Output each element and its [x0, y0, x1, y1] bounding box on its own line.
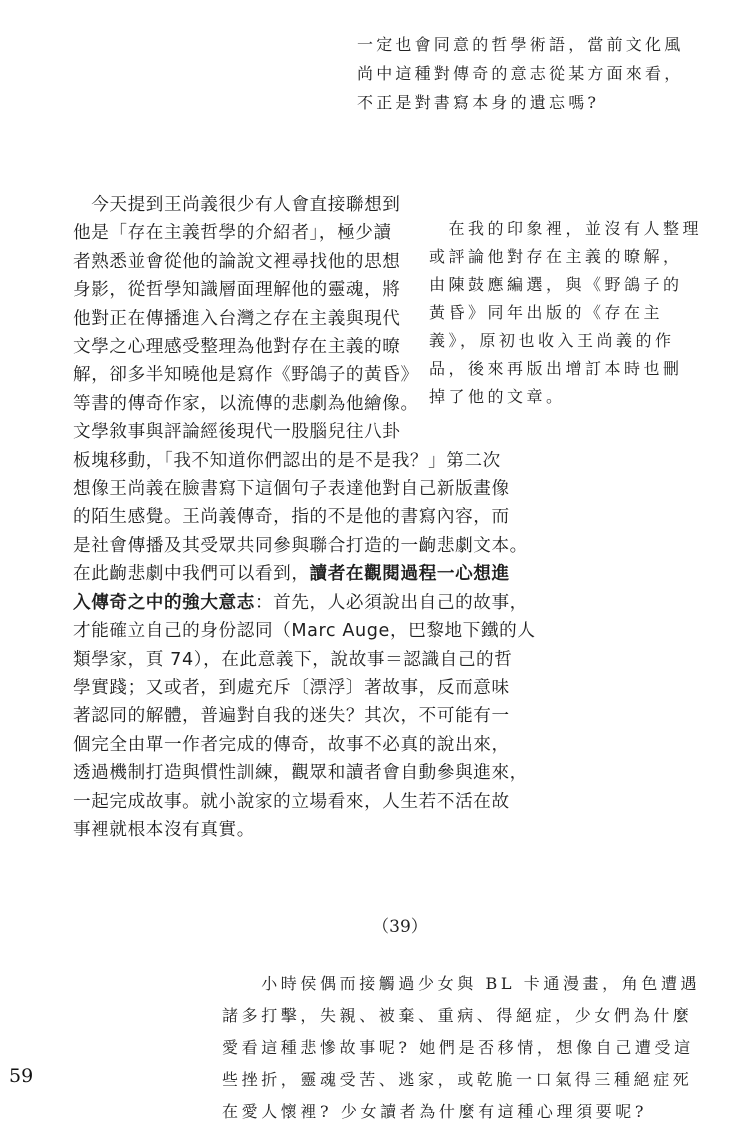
plain-text: ：首先，人必須說出自己的故事，	[254, 592, 528, 613]
bottom-text-block	[222, 968, 700, 1128]
emphasis-text: 讀者在觀閱過程一心想進	[309, 564, 510, 585]
text-line: 在愛人懷裡? 少女讀者為什麼有這種心理須要呢?	[222, 1102, 648, 1121]
section-number: （39）	[372, 917, 428, 937]
text-line: 掉了他的文章。	[429, 387, 566, 406]
text-line: 在我的印象裡，並沒有人整理	[429, 219, 703, 238]
text-line: 學實踐；又或者，到處充斥〔漂浮〕著故事，反而意味	[73, 677, 510, 698]
text-line: 一定也會同意的哲學術語，當前文化風	[357, 35, 684, 54]
page-number: 59	[9, 1065, 34, 1087]
text-line	[73, 560, 536, 588]
text-line: 板塊移動，「我不知道你們認出的是不是我？」第二次	[73, 450, 501, 471]
text-line: 文學敘事與評論經後現代一股腦兒往八卦	[73, 422, 401, 443]
text-line: 黃昏》同年出版的《存在主	[429, 303, 664, 322]
text-line: 身影，從哲學知識層面理解他的靈魂，將	[73, 280, 401, 301]
text-line: 者熟悉並會從他的論說文裡尋找他的思想	[73, 251, 401, 272]
text-line: 文學之心理感受整理為他對存在主義的暸	[73, 337, 401, 358]
emphasis-text: 入傳奇之中的強大意志	[73, 592, 255, 613]
text-line: 是社會傳播及其受眾共同參與聯合打造的一齣悲劇文本。	[73, 535, 528, 556]
text-line: 才能確立自己的身份認同（Marc Auge，巴黎地下鐵的人	[73, 621, 536, 642]
text-line: 著認同的解體，普遍對自我的迷失？其次，不可能有一	[73, 706, 510, 727]
text-line: 他對正在傳播進入台灣之存在主義與現代	[73, 308, 401, 329]
text-line: 他是「存在主義哲學的介紹者」，極少讀	[73, 223, 392, 244]
text-line: 個完全由單一作者完成的傳奇，故事不必真的說出來，	[73, 734, 510, 755]
text-line	[73, 589, 536, 617]
text-line: 事裡就根本沒有真實。	[73, 819, 255, 840]
text-line: 些挫折，靈魂受苦、逃家，或乾脆一口氣得三種絕症死	[222, 1070, 693, 1089]
text-line: 類學家，頁 74），在此意義下，說故事＝認識自己的哲	[73, 649, 513, 670]
text-line: 義》，原初也收入王尚義的作	[429, 331, 675, 350]
text-line: 諸多打擊，失親、被棄、重病、得絕症，少女們為什麼	[222, 1006, 693, 1025]
text-line: 等書的傳奇作家，以流傳的悲劇為他繪像。	[73, 393, 419, 414]
text-line: 或評論他對存在主義的暸解，	[429, 247, 683, 266]
text-line: 一起完成故事。就小說家的立場看來，人生若不活在故	[73, 791, 510, 812]
side-note-block	[429, 215, 719, 411]
text-line: 愛看這種悲慘故事呢? 她們是否移情，想像自己遭受這	[222, 1038, 694, 1057]
text-line: 不正是對書寫本身的遺忘嗎?	[357, 93, 600, 112]
text-line: 品，後來再版出增訂本時也刪	[429, 359, 683, 378]
plain-text: 在此齣悲劇中我們可以看到，	[73, 564, 310, 585]
text-line: 今天提到王尚義很少有人會直接聯想到	[73, 195, 401, 215]
text-line: 透過機制打造與慣性訓練，觀眾和讀者會自動參與進來，	[73, 763, 528, 784]
text-line: 尚中這種對傳奇的意志從某方面來看，	[357, 64, 684, 83]
text-line: 解，卻多半知曉他是寫作《野鴿子的黃昏》	[73, 365, 419, 386]
text-line: 想像王尚義在臉書寫下這個句子表達他對自己新版畫像	[73, 479, 510, 500]
text-line: 由陳鼓應編選，與《野鴿子的	[429, 275, 683, 294]
text-line: 的陌生感覺。王尚義傳奇，指的不是他的書寫內容，而	[73, 507, 510, 528]
text-line: 小時侯偶而接觸過少女與 BL 卡通漫畫，角色遭遇	[222, 974, 701, 993]
top-quote-block	[357, 30, 717, 117]
